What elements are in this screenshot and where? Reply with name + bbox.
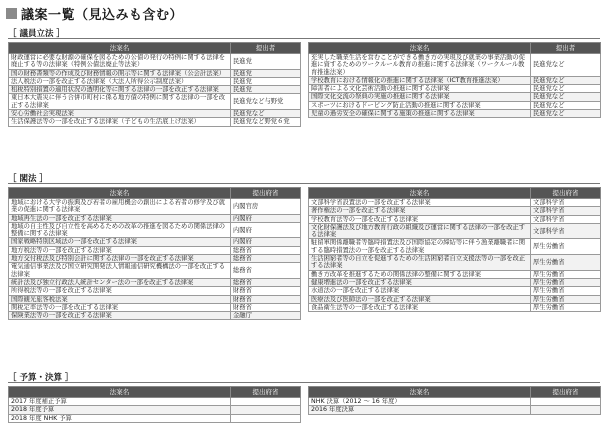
- title-marker-icon: [6, 8, 17, 19]
- table-row: [309, 76, 601, 84]
- table-row: [309, 398, 601, 406]
- bill-name-cell: 生活保護法等の一部を改正する法律案（子どもの生活底上げ法案）: [9, 118, 231, 126]
- table-kaku-right: [308, 187, 601, 312]
- table-row: [9, 69, 301, 77]
- bill-name-cell: 食品衛生法等の一部を改正する法律案: [309, 303, 531, 311]
- submitter-cell: 文部科学省: [531, 199, 601, 207]
- submitter-cell: 文部科学省: [531, 215, 601, 223]
- table-row: [309, 239, 601, 255]
- submitter-cell: 民進党など野党６党: [231, 118, 301, 126]
- submitter-cell: 総務省: [231, 278, 301, 286]
- bill-name-cell: 2018 年度予算: [9, 406, 231, 414]
- bill-name-cell: 統計法及び独立行政法人統計センター法の一部を改正する法律案: [9, 278, 231, 286]
- bill-name-cell: 健康増進法の一部を改正する法律案: [309, 278, 531, 286]
- submitter-cell: 民進党: [231, 54, 301, 70]
- bill-name-cell: 地域の自主性及び自立性を高めるための改革の推進を図るための関係法律の整備に関する法律案: [9, 222, 231, 238]
- table-row: [9, 255, 301, 263]
- submitter-cell: 厚生労働省: [531, 303, 601, 311]
- page-title-text: 議案一覧（見込みも含む）: [21, 7, 184, 23]
- table-row: [9, 312, 301, 320]
- table-row: [9, 287, 301, 295]
- col-header-sub: 提出者: [231, 43, 301, 54]
- table-row: [309, 93, 601, 101]
- table-yosan-left: [8, 386, 301, 423]
- bill-name-cell: 障害者による文化芸術活動の推進に関する法律案: [309, 85, 531, 93]
- table-row: [9, 246, 301, 254]
- section-rule-giin: [8, 38, 600, 39]
- submitter-cell: 総務省: [231, 255, 301, 263]
- table-yosan-right: [308, 386, 601, 415]
- bill-name-cell: 安心労働社会実現法案: [9, 110, 231, 118]
- section-label-yosan: ［ 予算・決算 ］: [8, 373, 74, 383]
- submitter-cell: 財務省: [231, 303, 301, 311]
- table-row: [9, 94, 301, 110]
- submitter-cell: 厚生労働省: [531, 295, 601, 303]
- col-header-name: 法案名: [309, 188, 531, 199]
- table-row: [9, 263, 301, 279]
- table-row: [309, 287, 601, 295]
- table-row: [9, 414, 301, 422]
- bill-name-cell: 国際文化交流の祭典の実施の推進に関する法律案: [309, 93, 531, 101]
- bill-name-cell: 著作権法の一部を改正する法律案: [309, 207, 531, 215]
- submitter-cell: [531, 406, 601, 414]
- bill-name-cell: 学校教育法等の一部を改正する法律案: [309, 215, 531, 223]
- table-row: [9, 295, 301, 303]
- submitter-cell: 民進党など: [531, 93, 601, 101]
- bill-name-cell: 文化財保護法及び地方教育行政の組織及び運営に関する法律の一部を改正する法律案: [309, 223, 531, 239]
- bill-name-cell: 国際観光旅客税法案: [9, 295, 231, 303]
- submitter-cell: 厚生労働省: [531, 278, 601, 286]
- submitter-cell: 内閣府: [231, 214, 301, 222]
- submitter-cell: 民進党など: [531, 54, 601, 77]
- submitter-cell: 民進党: [231, 77, 301, 85]
- bill-name-cell: 2017 年度補正予算: [9, 398, 231, 406]
- submitter-cell: 民進党など: [531, 85, 601, 93]
- submitter-cell: 厚生労働省: [531, 239, 601, 255]
- submitter-cell: 民進党: [231, 69, 301, 77]
- table-row: [309, 406, 601, 414]
- bill-name-cell: 学校教育における情報化の推進に関する法律案（ICT教育推進法案）: [309, 76, 531, 84]
- bill-name-cell: 地域における大学の振興及び若者の雇用機会の創出による若者の修学及び就業の促進に関する法律案: [9, 199, 231, 215]
- table-giin-right: [308, 42, 601, 118]
- bill-name-cell: 電気通信事業法及び国立研究開発法人情報通信研究機構法の一部を改正する法律案: [9, 263, 231, 279]
- table-row: [9, 54, 301, 70]
- table-row: [9, 222, 301, 238]
- table-row: [309, 215, 601, 223]
- section-rule-yosan: [8, 382, 600, 383]
- table-giin-left: [8, 42, 301, 127]
- col-header-name: 法案名: [309, 43, 531, 54]
- bill-name-cell: スポーツにおけるドーピング防止活動の推進に関する法律案: [309, 101, 531, 109]
- bill-name-cell: 所得税法等の一部を改正する法律案: [9, 287, 231, 295]
- submitter-cell: 民進党など与野党: [231, 94, 301, 110]
- table-row: [9, 238, 301, 246]
- submitter-cell: 厚生労働省: [531, 255, 601, 271]
- table-kaku-left: [8, 187, 301, 320]
- submitter-cell: 金融庁: [231, 312, 301, 320]
- submitter-cell: [231, 398, 301, 406]
- bill-name-cell: 生活困窮者等の自立を促進するための生活困窮者自立支援法等の一部を改正する法律案: [309, 255, 531, 271]
- submitter-cell: 民進党など: [531, 110, 601, 118]
- bill-name-cell: 児童の過労安全の確保に関する施策の推進に関する法律案: [309, 110, 531, 118]
- bill-name-cell: 東日本大震災に伴う合併市町村に係る地方債の特例に関する法律の一部を改正する法律案: [9, 94, 231, 110]
- table-row: [9, 118, 301, 126]
- bill-name-cell: 働き方改革を推進するための関係法律の整備に関する法律案: [309, 270, 531, 278]
- submitter-cell: [531, 398, 601, 406]
- bill-name-cell: 国家戦略特別区域法の一部を改正する法律案: [9, 238, 231, 246]
- submitter-cell: 財務省: [231, 287, 301, 295]
- table-row: [9, 278, 301, 286]
- col-header-sub: 提出府省: [231, 387, 301, 398]
- bill-name-cell: 駐留軍関係離職者等臨時措置法及び国際協定の締結等に伴う漁業離職者に関する臨時措置法の一部を改正する法律案: [309, 239, 531, 255]
- col-header-name: 法案名: [309, 387, 531, 398]
- submitter-cell: 民進党: [231, 86, 301, 94]
- submitter-cell: 内閣官房: [231, 199, 301, 215]
- bill-name-cell: 法人税法の一部を改正する法律案（大法人所得公示制度法案）: [9, 77, 231, 85]
- submitter-cell: 民進党など: [231, 110, 301, 118]
- bill-name-cell: 医療法及び医師法の一部を改正する法律案: [309, 295, 531, 303]
- submitter-cell: 総務省: [231, 263, 301, 279]
- col-header-sub: 提出府省: [231, 188, 301, 199]
- table-row: [309, 295, 601, 303]
- col-header-sub: 提出者: [531, 43, 601, 54]
- submitter-cell: 文部科学省: [531, 207, 601, 215]
- bill-name-cell: 国の財務書類等の作成及び財務情報の開示等に関する法律案（公会計法案）: [9, 69, 231, 77]
- table-row: [9, 303, 301, 311]
- col-header-name: 法案名: [9, 43, 231, 54]
- table-row: [309, 303, 601, 311]
- section-label-kaku: ［ 閣法 ］: [8, 174, 48, 184]
- table-row: [9, 398, 301, 406]
- table-row: [9, 214, 301, 222]
- table-row: [9, 406, 301, 414]
- section-rule-kaku: [8, 183, 600, 184]
- table-row: [309, 255, 601, 271]
- table-row: [9, 110, 301, 118]
- table-row: [309, 110, 601, 118]
- col-header-sub: 提出府省: [531, 387, 601, 398]
- submitter-cell: 内閣府: [231, 238, 301, 246]
- table-row: [309, 278, 601, 286]
- submitter-cell: 民進党など: [531, 101, 601, 109]
- bill-name-cell: 水道法の一部を改正する法律案: [309, 287, 531, 295]
- table-row: [9, 199, 301, 215]
- bill-name-cell: 租税特別措置の適用状況の透明化等に関する法律の一部を改正する法律案: [9, 86, 231, 94]
- table-row: [309, 101, 601, 109]
- bill-name-cell: 地方税法等の一部を改正する法律案: [9, 246, 231, 254]
- bill-name-cell: 財政運営に必要な財源の確保を図るための公債の発行の特例に関する法律を廃止する等の法律案（特例公債法廃止等法案）: [9, 54, 231, 70]
- table-row: [9, 86, 301, 94]
- table-row: [309, 199, 601, 207]
- bill-name-cell: 文部科学省設置法の一部を改正する法律案: [309, 199, 531, 207]
- bill-name-cell: 関税定率法等の一部を改正する法律案: [9, 303, 231, 311]
- bill-name-cell: 地方交付税法及び特別会計に関する法律の一部を改正する法律案: [9, 255, 231, 263]
- table-row: [309, 85, 601, 93]
- submitter-cell: 財務省: [231, 295, 301, 303]
- page-title: [6, 4, 183, 22]
- col-header-name: 法案名: [9, 387, 231, 398]
- table-row: [309, 207, 601, 215]
- submitter-cell: 総務省: [231, 246, 301, 254]
- submitter-cell: 内閣府: [231, 222, 301, 238]
- submitter-cell: 厚生労働省: [531, 270, 601, 278]
- submitter-cell: 厚生労働省: [531, 287, 601, 295]
- submitter-cell: 民進党など: [531, 76, 601, 84]
- table-row: [309, 270, 601, 278]
- section-label-giin: ［ 議員立法 ］: [8, 29, 65, 39]
- col-header-name: 法案名: [9, 188, 231, 199]
- submitter-cell: [231, 406, 301, 414]
- submitter-cell: 文部科学省: [531, 223, 601, 239]
- table-row: [9, 77, 301, 85]
- table-row: [309, 54, 601, 77]
- bill-name-cell: 保険業法等の一部を改正する法律案: [9, 312, 231, 320]
- submitter-cell: [231, 414, 301, 422]
- bill-name-cell: NHK 決算（2012 ～ 16 年度）: [309, 398, 531, 406]
- col-header-sub: 提出府省: [531, 188, 601, 199]
- bill-name-cell: 地域再生法の一部を改正する法律案: [9, 214, 231, 222]
- bill-name-cell: 充実した職業生活を営むことができる働き方の実現及び就業の事業活動の促進に資するためのワークルール教育の推進に関する法律案（ワークルール教育推進法案）: [309, 54, 531, 77]
- bill-name-cell: 2018 年度 NHK 予算: [9, 414, 231, 422]
- table-row: [309, 223, 601, 239]
- bill-name-cell: 2016 年度決算: [309, 406, 531, 414]
